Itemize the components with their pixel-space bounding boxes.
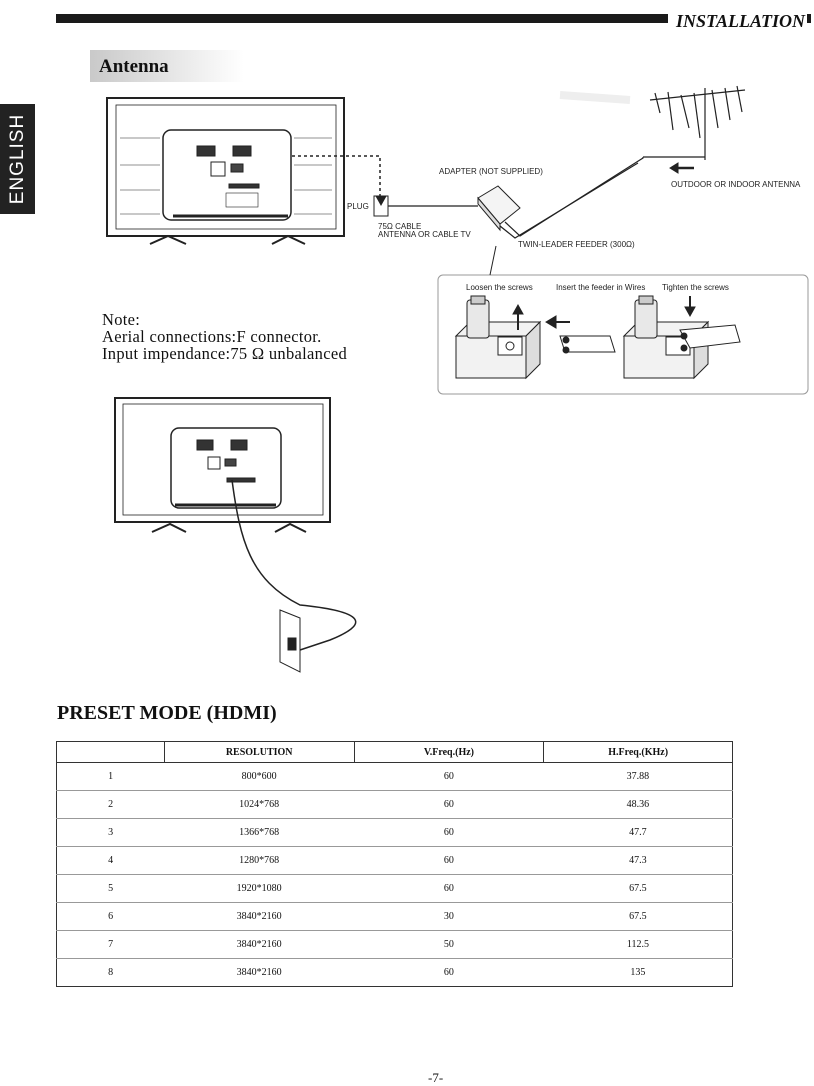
row-resolution: 800*600 (164, 763, 354, 791)
row-vfreq: 60 (354, 819, 544, 847)
cable-tv-label: ANTENNA OR CABLE TV (378, 230, 471, 239)
plug-label: PLUG (347, 202, 369, 211)
table-row (57, 931, 733, 959)
row-index: 1 (57, 763, 165, 791)
twin-leader-label: TWIN-LEADER FEEDER (300Ω) (518, 240, 635, 249)
row-resolution: 3840*2160 (164, 931, 354, 959)
row-hfreq: 67.5 (544, 903, 733, 931)
feeder-steps-panel (438, 246, 808, 394)
row-hfreq: 112.5 (544, 931, 733, 959)
connection-note (102, 311, 347, 362)
row-resolution: 3840*2160 (164, 959, 354, 987)
tighten-screws-label: Tighten the screws (662, 283, 729, 292)
row-vfreq: 60 (354, 791, 544, 819)
header-vfreq: V.Freq.(Hz) (354, 742, 544, 763)
row-resolution: 1366*768 (164, 819, 354, 847)
note-title: Note: (102, 310, 141, 329)
table-row (57, 819, 733, 847)
row-hfreq: 47.7 (544, 819, 733, 847)
table-header-row (57, 742, 733, 763)
row-resolution: 1920*1080 (164, 875, 354, 903)
outdoor-antenna-label: OUTDOOR OR INDOOR ANTENNA (671, 180, 801, 189)
row-hfreq: 47.3 (544, 847, 733, 875)
row-resolution: 3840*2160 (164, 903, 354, 931)
row-vfreq: 60 (354, 959, 544, 987)
antenna-heading-text: Antenna (99, 56, 169, 77)
page-number: -7- (428, 1070, 444, 1085)
adapter-label: ADAPTER (NOT SUPPLIED) (439, 167, 543, 176)
row-index: 8 (57, 959, 165, 987)
row-vfreq: 60 (354, 847, 544, 875)
row-index: 3 (57, 819, 165, 847)
row-hfreq: 67.5 (544, 875, 733, 903)
language-tab-label: ENGLISH (6, 113, 28, 205)
row-index: 4 (57, 847, 165, 875)
table-row (57, 763, 733, 791)
row-hfreq: 48.36 (544, 791, 733, 819)
table-row (57, 847, 733, 875)
insert-feeder-label: Insert the feeder in Wires (556, 283, 646, 292)
table-row (57, 875, 733, 903)
preset-mode-title: PRESET MODE (HDMI) (57, 702, 277, 724)
row-vfreq: 50 (354, 931, 544, 959)
row-index: 6 (57, 903, 165, 931)
note-line-2: Input impendance:75 Ω unbalanced (102, 344, 347, 363)
row-hfreq: 135 (544, 959, 733, 987)
row-index: 2 (57, 791, 165, 819)
row-vfreq: 30 (354, 903, 544, 931)
loosen-screws-label: Loosen the screws (466, 283, 533, 292)
direction-arrows (560, 95, 694, 173)
section-title: INSTALLATION (668, 11, 807, 31)
row-index: 7 (57, 931, 165, 959)
header-index (57, 742, 165, 763)
tv-rear-illustration (107, 98, 344, 244)
row-vfreq: 60 (354, 875, 544, 903)
preset-mode-table (56, 741, 733, 987)
note-line-1: Aerial connections:F connector. (102, 327, 322, 346)
table-row (57, 791, 733, 819)
row-vfreq: 60 (354, 763, 544, 791)
table-row (57, 903, 733, 931)
tv-rear-illustration-2 (115, 398, 356, 672)
header-hfreq: H.Freq.(KHz) (544, 742, 733, 763)
cable-label: 75Ω CABLE (378, 222, 422, 231)
row-resolution: 1024*768 (164, 791, 354, 819)
header-resolution: RESOLUTION (164, 742, 354, 763)
outdoor-antenna (650, 86, 745, 160)
table-row (57, 959, 733, 987)
row-hfreq: 37.88 (544, 763, 733, 791)
row-resolution: 1280*768 (164, 847, 354, 875)
row-index: 5 (57, 875, 165, 903)
